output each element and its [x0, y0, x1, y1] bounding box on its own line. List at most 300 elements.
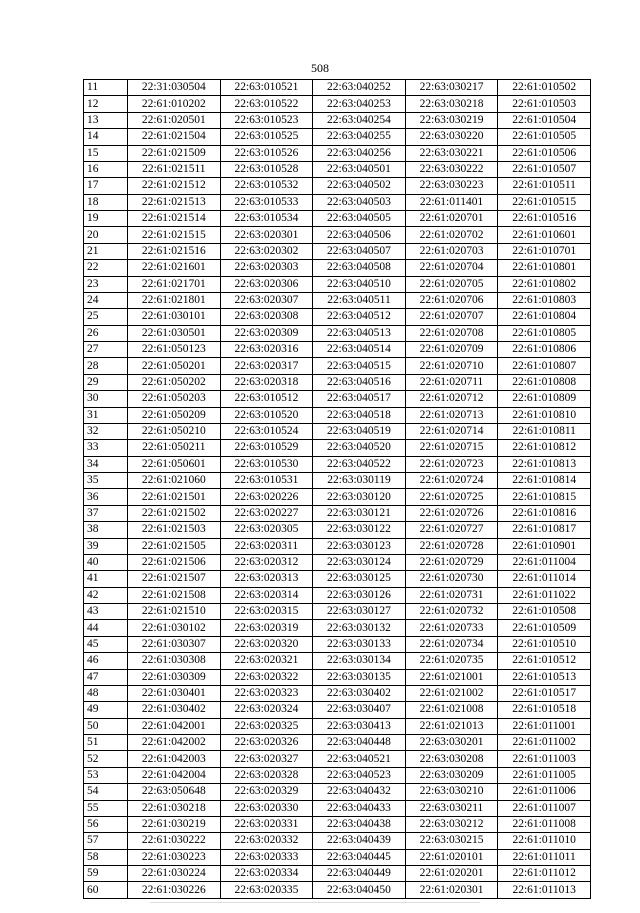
- cadastral-code-cell: 22:63:030221: [405, 145, 498, 161]
- table-row: [84, 325, 591, 341]
- cadastral-code-cell: 22:61:020731: [405, 587, 498, 603]
- cadastral-code-cell: 22:61:020701: [405, 211, 498, 227]
- cadastral-code-cell: 22:63:010520: [220, 407, 313, 423]
- row-number-cell: 58: [84, 849, 128, 865]
- cadastral-code-cell: 22:61:030309: [128, 669, 221, 685]
- table-row: [84, 227, 591, 243]
- cadastral-code-cell: 22:63:010529: [220, 440, 313, 456]
- table-row: [84, 342, 591, 358]
- cadastral-code-cell: 22:61:042003: [128, 751, 221, 767]
- cadastral-code-cell: 22:63:030402: [313, 685, 406, 701]
- table-row: [84, 423, 591, 439]
- cadastral-code-cell: 22:31:030504: [128, 80, 221, 96]
- cadastral-code-cell: 22:61:030218: [128, 800, 221, 816]
- cadastral-code-cell: 22:61:021516: [128, 243, 221, 259]
- cadastral-code-cell: 22:63:030209: [405, 767, 498, 783]
- cadastral-code-cell: 22:61:020725: [405, 489, 498, 505]
- cadastral-code-cell: 22:61:010517: [498, 685, 591, 701]
- row-number-cell: 28: [84, 358, 128, 374]
- cadastral-code-cell: 22:63:020321: [220, 653, 313, 669]
- cadastral-code-cell: 22:63:040252: [313, 80, 406, 96]
- row-number-cell: 49: [84, 702, 128, 718]
- cadastral-code-cell: 22:63:020305: [220, 522, 313, 538]
- table-row: [84, 96, 591, 112]
- cadastral-code-cell: 22:61:010505: [498, 129, 591, 145]
- cadastral-code-cell: 22:61:010601: [498, 227, 591, 243]
- cadastral-code-cell: 22:61:020711: [405, 374, 498, 390]
- row-number-cell: 27: [84, 342, 128, 358]
- cadastral-code-cell: 22:63:030120: [313, 489, 406, 505]
- cadastral-code-cell: 22:61:011004: [498, 554, 591, 570]
- cadastral-code-cell: 22:61:020715: [405, 440, 498, 456]
- row-number-cell: 41: [84, 571, 128, 587]
- row-number-cell: 35: [84, 473, 128, 489]
- row-number-cell: 25: [84, 309, 128, 325]
- cadastral-code-cell: 22:63:030125: [313, 571, 406, 587]
- cadastral-code-cell: 22:63:010530: [220, 456, 313, 472]
- cadastral-code-cell: 22:61:010518: [498, 702, 591, 718]
- cadastral-code-cell: 22:61:020732: [405, 604, 498, 620]
- table-row: [84, 129, 591, 145]
- row-number-cell: 14: [84, 129, 128, 145]
- row-number-cell: 51: [84, 735, 128, 751]
- cadastral-code-cell: 22:61:010507: [498, 161, 591, 177]
- cadastral-code-cell: 22:61:050203: [128, 391, 221, 407]
- cadastral-code-cell: 22:61:030101: [128, 309, 221, 325]
- cadastral-code-cell: 22:61:021060: [128, 473, 221, 489]
- row-number-cell: 39: [84, 538, 128, 554]
- row-number-cell: 33: [84, 440, 128, 456]
- cadastral-code-cell: 22:61:021515: [128, 227, 221, 243]
- cadastral-code-cell: 22:61:030501: [128, 325, 221, 341]
- row-number-cell: 22: [84, 260, 128, 276]
- cadastral-code-cell: 22:61:050123: [128, 342, 221, 358]
- table-row: [84, 636, 591, 652]
- row-number-cell: 19: [84, 211, 128, 227]
- cadastral-code-cell: 22:61:020724: [405, 473, 498, 489]
- cadastral-code-cell: 22:61:010516: [498, 211, 591, 227]
- table-row: [84, 735, 591, 751]
- table-row: [84, 456, 591, 472]
- cadastral-code-cell: 22:61:020713: [405, 407, 498, 423]
- cadastral-code-cell: 22:61:010515: [498, 194, 591, 210]
- row-number-cell: 11: [84, 80, 128, 96]
- cadastral-code-cell: 22:61:010803: [498, 292, 591, 308]
- cadastral-code-cell: 22:61:020723: [405, 456, 498, 472]
- cadastral-code-cell: 22:61:020710: [405, 358, 498, 374]
- cadastral-code-cell: 22:61:020728: [405, 538, 498, 554]
- page-number: 508: [311, 61, 329, 75]
- cadastral-code-cell: 22:61:050209: [128, 407, 221, 423]
- row-number-cell: 16: [84, 161, 128, 177]
- cadastral-code-cell: 22:61:010512: [498, 653, 591, 669]
- cadastral-code-cell: 22:63:030122: [313, 522, 406, 538]
- row-number-cell: 56: [84, 816, 128, 832]
- cadastral-code-cell: 22:61:010808: [498, 374, 591, 390]
- cadastral-code-cell: 22:63:040450: [313, 882, 406, 898]
- cadastral-code-cell: 22:63:010522: [220, 96, 313, 112]
- row-number-cell: 46: [84, 653, 128, 669]
- cadastral-code-cell: 22:61:010802: [498, 276, 591, 292]
- row-number-cell: 43: [84, 604, 128, 620]
- cadastral-code-cell: 22:63:040255: [313, 129, 406, 145]
- cadastral-code-cell: 22:61:030401: [128, 685, 221, 701]
- table-row: [84, 309, 591, 325]
- cadastral-code-cell: 22:61:010810: [498, 407, 591, 423]
- cadastral-code-cell: 22:63:010533: [220, 194, 313, 210]
- cadastral-code-cell: 22:63:020306: [220, 276, 313, 292]
- cadastral-code-cell: 22:61:042004: [128, 767, 221, 783]
- cadastral-code-cell: 22:61:021511: [128, 161, 221, 177]
- table-row: [84, 112, 591, 128]
- cadastral-code-cell: 22:63:040516: [313, 374, 406, 390]
- cadastral-code-cell: 22:61:021509: [128, 145, 221, 161]
- table-row: [84, 505, 591, 521]
- table-row: [84, 702, 591, 718]
- cadastral-code-cell: 22:63:040521: [313, 751, 406, 767]
- row-number-cell: 52: [84, 751, 128, 767]
- cadastral-code-cell: 22:63:040505: [313, 211, 406, 227]
- cadastral-code-cell: 22:61:030402: [128, 702, 221, 718]
- cadastral-code-cell: 22:63:040510: [313, 276, 406, 292]
- table-row: [84, 571, 591, 587]
- table-row: [84, 473, 591, 489]
- cadastral-code-cell: 22:61:010511: [498, 178, 591, 194]
- cadastral-code-cell: 22:61:011003: [498, 751, 591, 767]
- table-row: [84, 685, 591, 701]
- cadastral-code-cell: 22:61:021507: [128, 571, 221, 587]
- cadastral-code-cell: 22:63:020309: [220, 325, 313, 341]
- cadastral-code-cell: 22:63:020327: [220, 751, 313, 767]
- cadastral-code-cell: 22:61:021514: [128, 211, 221, 227]
- row-number-cell: 13: [84, 112, 128, 128]
- cadastral-code-cell: 22:61:020729: [405, 554, 498, 570]
- cadastral-code-cell: 22:63:040515: [313, 358, 406, 374]
- cadastral-code-cell: 22:61:011401: [405, 194, 498, 210]
- cadastral-code-cell: 22:61:020735: [405, 653, 498, 669]
- cadastral-code-cell: 22:63:040522: [313, 456, 406, 472]
- cadastral-code-cell: 22:61:010807: [498, 358, 591, 374]
- cadastral-code-cell: 22:63:020302: [220, 243, 313, 259]
- cadastral-code-cell: 22:63:030135: [313, 669, 406, 685]
- cadastral-code-cell: 22:61:020708: [405, 325, 498, 341]
- cadastral-code-cell: 22:63:020322: [220, 669, 313, 685]
- cadastral-code-cell: 22:61:011013: [498, 882, 591, 898]
- cadastral-code-cell: 22:63:030212: [405, 816, 498, 832]
- cadastral-code-cell: 22:63:010531: [220, 473, 313, 489]
- table-row: [84, 178, 591, 194]
- row-number-cell: 45: [84, 636, 128, 652]
- cadastral-code-cell: 22:63:010512: [220, 391, 313, 407]
- cadastral-code-cell: 22:61:010510: [498, 636, 591, 652]
- cadastral-code-cell: 22:63:040520: [313, 440, 406, 456]
- cadastral-code-cell: 22:63:030201: [405, 735, 498, 751]
- cadastral-code-cell: 22:61:030308: [128, 653, 221, 669]
- cadastral-code-cell: 22:63:010521: [220, 80, 313, 96]
- table-row: [84, 620, 591, 636]
- table-row: [84, 669, 591, 685]
- cadastral-code-cell: 22:61:010506: [498, 145, 591, 161]
- cadastral-code-cell: 22:61:010701: [498, 243, 591, 259]
- row-number-cell: 38: [84, 522, 128, 538]
- cadastral-code-cell: 22:61:010502: [498, 80, 591, 96]
- table-row: [84, 784, 591, 800]
- cadastral-code-cell: 22:63:040449: [313, 866, 406, 882]
- table-row: [84, 538, 591, 554]
- cadastral-code-cell: 22:63:030413: [313, 718, 406, 734]
- row-number-cell: 32: [84, 423, 128, 439]
- cadastral-code-cell: 22:61:020727: [405, 522, 498, 538]
- cadastral-code-cell: 22:61:010804: [498, 309, 591, 325]
- cadastral-code-cell: 22:61:010504: [498, 112, 591, 128]
- cadastral-code-cell: 22:63:030208: [405, 751, 498, 767]
- table-row: [84, 653, 591, 669]
- cadastral-code-cell: 22:63:010525: [220, 129, 313, 145]
- row-number-cell: 54: [84, 784, 128, 800]
- cadastral-code-cell: 22:61:010814: [498, 473, 591, 489]
- cadastral-code-cell: 22:61:020703: [405, 243, 498, 259]
- table-row: [84, 882, 591, 898]
- cadastral-code-cell: 22:63:020330: [220, 800, 313, 816]
- cadastral-code-cell: 22:63:030132: [313, 620, 406, 636]
- cadastral-code-cell: 22:61:021701: [128, 276, 221, 292]
- cadastral-code-cell: 22:61:050201: [128, 358, 221, 374]
- cadastral-code-cell: 22:61:011001: [498, 718, 591, 734]
- cadastral-code-cell: 22:61:021508: [128, 587, 221, 603]
- cadastral-code-cell: 22:61:011022: [498, 587, 591, 603]
- cadastral-code-cell: 22:61:050210: [128, 423, 221, 439]
- cadastral-code-cell: 22:63:030220: [405, 129, 498, 145]
- cadastral-table: [83, 79, 591, 899]
- row-number-cell: 29: [84, 374, 128, 390]
- row-number-cell: 26: [84, 325, 128, 341]
- cadastral-code-cell: 22:61:020704: [405, 260, 498, 276]
- cadastral-code-cell: 22:63:030127: [313, 604, 406, 620]
- cadastral-code-cell: 22:63:040432: [313, 784, 406, 800]
- cadastral-code-cell: 22:61:050211: [128, 440, 221, 456]
- table-row: [84, 440, 591, 456]
- cadastral-code-cell: 22:63:030222: [405, 161, 498, 177]
- cadastral-code-cell: 22:63:040433: [313, 800, 406, 816]
- cadastral-code-cell: 22:63:020319: [220, 620, 313, 636]
- cadastral-code-cell: 22:63:020334: [220, 866, 313, 882]
- cadastral-code-cell: 22:63:030407: [313, 702, 406, 718]
- cadastral-code-cell: 22:63:020332: [220, 833, 313, 849]
- cadastral-code-cell: 22:63:040508: [313, 260, 406, 276]
- cadastral-code-cell: 22:61:020709: [405, 342, 498, 358]
- cadastral-code-cell: 22:61:021505: [128, 538, 221, 554]
- cadastral-code-cell: 22:63:020329: [220, 784, 313, 800]
- cadastral-code-cell: 22:61:011011: [498, 849, 591, 865]
- cadastral-code-cell: 22:61:011002: [498, 735, 591, 751]
- cadastral-code-cell: 22:61:010901: [498, 538, 591, 554]
- table-row: [84, 211, 591, 227]
- cadastral-code-cell: 22:63:020326: [220, 735, 313, 751]
- table-row: [84, 833, 591, 849]
- cadastral-code-cell: 22:63:030217: [405, 80, 498, 96]
- cadastral-code-cell: 22:63:030121: [313, 505, 406, 521]
- cadastral-code-cell: 22:61:042001: [128, 718, 221, 734]
- cadastral-code-cell: 22:61:011006: [498, 784, 591, 800]
- cadastral-code-cell: 22:63:020307: [220, 292, 313, 308]
- cadastral-code-cell: 22:63:020316: [220, 342, 313, 358]
- table-row: [84, 816, 591, 832]
- cadastral-code-cell: 22:63:010534: [220, 211, 313, 227]
- table-row: [84, 407, 591, 423]
- table-row: [84, 554, 591, 570]
- cadastral-code-cell: 22:61:030226: [128, 882, 221, 898]
- cadastral-code-cell: 22:63:030126: [313, 587, 406, 603]
- row-number-cell: 23: [84, 276, 128, 292]
- cadastral-code-cell: 22:61:010811: [498, 423, 591, 439]
- row-number-cell: 24: [84, 292, 128, 308]
- cadastral-code-cell: 22:63:030211: [405, 800, 498, 816]
- cadastral-code-cell: 22:61:011007: [498, 800, 591, 816]
- cadastral-code-cell: 22:63:040501: [313, 161, 406, 177]
- cadastral-code-cell: 22:61:020714: [405, 423, 498, 439]
- cadastral-code-cell: 22:63:010524: [220, 423, 313, 439]
- cadastral-code-cell: 22:63:040448: [313, 735, 406, 751]
- cadastral-code-cell: 22:63:030124: [313, 554, 406, 570]
- table-row: [84, 276, 591, 292]
- cadastral-code-cell: 22:61:030223: [128, 849, 221, 865]
- cadastral-code-cell: 22:63:020324: [220, 702, 313, 718]
- cadastral-code-cell: 22:61:010812: [498, 440, 591, 456]
- cadastral-code-cell: 22:61:020705: [405, 276, 498, 292]
- row-number-cell: 36: [84, 489, 128, 505]
- cadastral-code-cell: 22:63:030218: [405, 96, 498, 112]
- cadastral-code-cell: 22:61:050202: [128, 374, 221, 390]
- cadastral-code-cell: 22:61:020702: [405, 227, 498, 243]
- cadastral-code-cell: 22:63:020335: [220, 882, 313, 898]
- table-row: [84, 161, 591, 177]
- table-row: [84, 145, 591, 161]
- cadastral-code-cell: 22:63:040514: [313, 342, 406, 358]
- cadastral-code-cell: 22:61:042002: [128, 735, 221, 751]
- cadastral-code-cell: 22:63:020314: [220, 587, 313, 603]
- table-row: [84, 522, 591, 538]
- row-number-cell: 21: [84, 243, 128, 259]
- table-row: [84, 604, 591, 620]
- row-number-cell: 42: [84, 587, 128, 603]
- cadastral-code-cell: 22:61:020201: [405, 866, 498, 882]
- cadastral-code-cell: 22:61:030307: [128, 636, 221, 652]
- cadastral-code-cell: 22:61:021801: [128, 292, 221, 308]
- row-number-cell: 57: [84, 833, 128, 849]
- cadastral-code-cell: 22:61:021008: [405, 702, 498, 718]
- cadastral-code-cell: 22:61:021506: [128, 554, 221, 570]
- cadastral-code-cell: 22:63:010526: [220, 145, 313, 161]
- cadastral-code-cell: 22:63:040254: [313, 112, 406, 128]
- cadastral-code-cell: 22:63:020311: [220, 538, 313, 554]
- cadastral-code-cell: 22:63:050648: [128, 784, 221, 800]
- cadastral-code-cell: 22:63:010532: [220, 178, 313, 194]
- cadastral-code-cell: 22:63:040502: [313, 178, 406, 194]
- cadastral-code-cell: 22:63:020227: [220, 505, 313, 521]
- cadastral-code-cell: 22:61:021502: [128, 505, 221, 521]
- cadastral-code-cell: 22:63:040513: [313, 325, 406, 341]
- cadastral-code-cell: 22:61:010817: [498, 522, 591, 538]
- cadastral-code-cell: 22:63:020331: [220, 816, 313, 832]
- table-row: [84, 292, 591, 308]
- cadastral-code-cell: 22:63:040523: [313, 767, 406, 783]
- cadastral-code-cell: 22:61:010809: [498, 391, 591, 407]
- row-number-cell: 12: [84, 96, 128, 112]
- cadastral-code-cell: 22:61:021601: [128, 260, 221, 276]
- table-row: [84, 358, 591, 374]
- cadastral-code-cell: 22:61:010805: [498, 325, 591, 341]
- cadastral-code-cell: 22:61:020734: [405, 636, 498, 652]
- cadastral-code-cell: 22:63:040511: [313, 292, 406, 308]
- cadastral-code-cell: 22:61:011012: [498, 866, 591, 882]
- row-number-cell: 50: [84, 718, 128, 734]
- cadastral-code-cell: 22:61:021512: [128, 178, 221, 194]
- cadastral-code-cell: 22:63:030215: [405, 833, 498, 849]
- cadastral-code-cell: 22:63:030223: [405, 178, 498, 194]
- table-row: [84, 80, 591, 96]
- row-number-cell: 37: [84, 505, 128, 521]
- cadastral-code-cell: 22:61:030219: [128, 816, 221, 832]
- row-number-cell: 30: [84, 391, 128, 407]
- cadastral-code-cell: 22:61:010503: [498, 96, 591, 112]
- cadastral-code-cell: 22:61:010801: [498, 260, 591, 276]
- cadastral-code-cell: 22:63:020312: [220, 554, 313, 570]
- cadastral-code-cell: 22:63:030210: [405, 784, 498, 800]
- cadastral-code-cell: 22:63:030119: [313, 473, 406, 489]
- row-number-cell: 60: [84, 882, 128, 898]
- table-row: [84, 866, 591, 882]
- cadastral-code-cell: 22:63:040507: [313, 243, 406, 259]
- table-row: [84, 260, 591, 276]
- cadastral-code-cell: 22:61:030224: [128, 866, 221, 882]
- cadastral-code-cell: 22:63:040517: [313, 391, 406, 407]
- table-row: [84, 243, 591, 259]
- row-number-cell: 34: [84, 456, 128, 472]
- row-number-cell: 18: [84, 194, 128, 210]
- cadastral-code-cell: 22:63:020308: [220, 309, 313, 325]
- row-number-cell: 31: [84, 407, 128, 423]
- cadastral-code-cell: 22:61:021504: [128, 129, 221, 145]
- cadastral-code-cell: 22:63:040438: [313, 816, 406, 832]
- cadastral-code-cell: 22:63:040445: [313, 849, 406, 865]
- row-number-cell: 53: [84, 767, 128, 783]
- cadastral-code-cell: 22:61:020301: [405, 882, 498, 898]
- cadastral-code-cell: 22:63:020333: [220, 849, 313, 865]
- cadastral-code-cell: 22:61:020707: [405, 309, 498, 325]
- cadastral-code-cell: 22:63:040518: [313, 407, 406, 423]
- table-body: [84, 80, 591, 899]
- table-row: [84, 194, 591, 210]
- cadastral-code-cell: 22:63:040256: [313, 145, 406, 161]
- table-row: [84, 751, 591, 767]
- cadastral-code-cell: 22:61:010509: [498, 620, 591, 636]
- table-row: [84, 849, 591, 865]
- cadastral-code-cell: 22:61:020101: [405, 849, 498, 865]
- table-row: [84, 718, 591, 734]
- cadastral-code-cell: 22:61:011008: [498, 816, 591, 832]
- cadastral-code-cell: 22:61:020706: [405, 292, 498, 308]
- cadastral-code-cell: 22:61:030102: [128, 620, 221, 636]
- cadastral-code-cell: 22:63:030123: [313, 538, 406, 554]
- table-row: [84, 374, 591, 390]
- row-number-cell: 15: [84, 145, 128, 161]
- cadastral-code-cell: 22:63:020320: [220, 636, 313, 652]
- cadastral-code-cell: 22:61:011014: [498, 571, 591, 587]
- cadastral-code-cell: 22:61:020730: [405, 571, 498, 587]
- cadastral-code-cell: 22:63:010523: [220, 112, 313, 128]
- cadastral-code-cell: 22:61:021013: [405, 718, 498, 734]
- cadastral-code-cell: 22:61:020712: [405, 391, 498, 407]
